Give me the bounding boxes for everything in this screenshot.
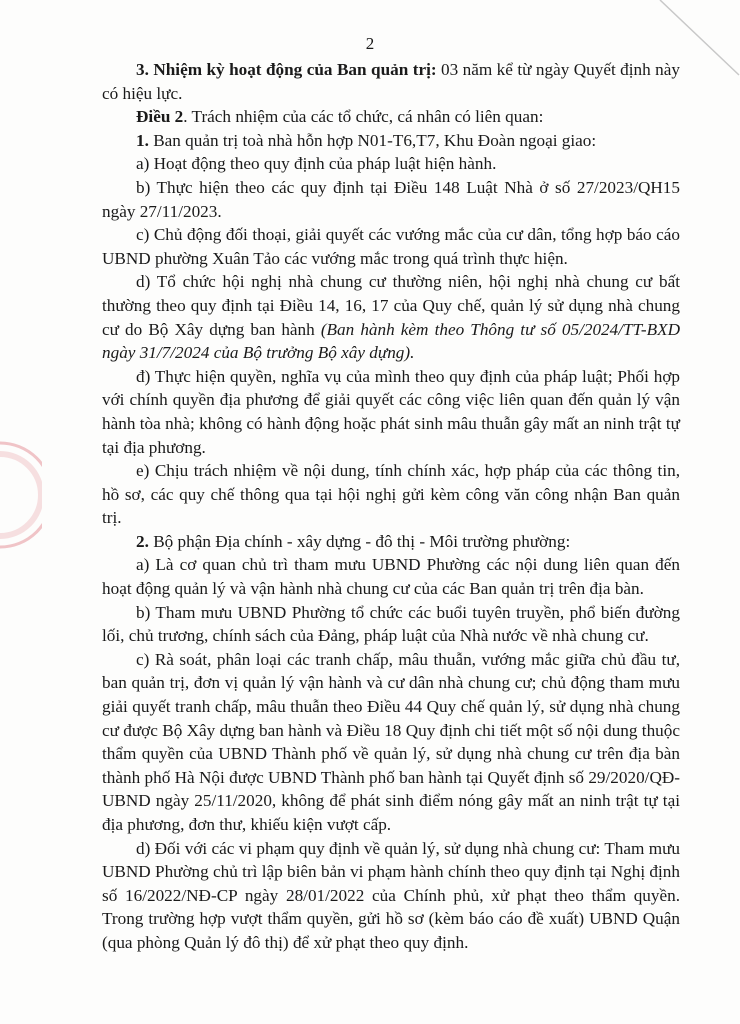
paragraph-heading: 1. — [136, 130, 149, 150]
paragraph — [102, 648, 680, 837]
paragraph-text: Bộ phận Địa chính - xây dựng - đô thị - Môi trường phường: — [148, 531, 571, 551]
paragraph — [102, 152, 680, 176]
paragraph — [102, 105, 680, 129]
paragraph — [102, 365, 680, 459]
paragraph — [102, 837, 680, 955]
paragraph-text: 03 năm kể từ ngày Quyết định này có hiệu lực. — [102, 60, 680, 103]
paragraph — [102, 553, 680, 600]
paragraph-text: c) Chủ động đối thoại, giải quyết các vướng mắc của cư dân, tổng hợp báo cáo UBND phường Xuân Tảo các vướng mắc trong quá trình thực hiện. — [102, 225, 680, 268]
paragraph — [102, 459, 680, 530]
paragraph — [102, 58, 680, 105]
paragraph-text: d) Đối với các vi phạm quy định về quản lý, sử dụng nhà chung cư: Tham mưu UBND Phường chủ trì lập biên bản vi phạm hành chính theo quy định tại Nghị định số 16/2022/NĐ-CP ngày 28/01/2022 của Chính phủ, xử phạt theo thẩm quyền. Trong trường hợp vượt thẩm quyền, gửi hồ sơ (kèm báo cáo đề xuất) UBND Quận (qua phòng Quản lý đô thị) để xử phạt theo quy định. — [102, 838, 680, 952]
paragraph-heading: 2. — [136, 531, 149, 551]
paragraph — [102, 176, 680, 223]
paragraph-citation: (Ban hành kèm theo Thông tư số 05/2024/TT-BXD ngày 31/7/2024 của Bộ trưởng Bộ xây dựng). — [102, 319, 680, 363]
paragraph — [102, 601, 680, 648]
paragraph — [102, 270, 680, 364]
page-number: 2 — [365, 34, 375, 53]
paragraph-text: e) Chịu trách nhiệm về nội dung, tính chính xác, hợp pháp của các thông tin, hồ sơ, các quy chế thông qua tại hội nghị gửi kèm công văn công nhận Ban quản trị. — [102, 461, 680, 528]
document-body — [102, 58, 680, 955]
paragraph-text: d) Tổ chức hội nghị nhà chung cư thường niên, hội nghị nhà chung cư bất thường theo quy định tại Điều 14, 16, 17 của Quy chế, quản lý sử dụng nhà chung cư do Bộ Xây dựng ban hành — [102, 272, 680, 339]
red-seal-stamp — [0, 440, 42, 550]
paragraph-text: Ban quản trị toà nhà hỗn hợp N01-T6,T7, Khu Đoàn ngoại giao: — [148, 130, 597, 150]
paragraph — [102, 223, 680, 270]
paragraph-heading: Điều 2 — [136, 107, 184, 127]
paragraph — [102, 129, 680, 153]
paragraph-text: a) Là cơ quan chủ trì tham mưu UBND Phường các nội dung liên quan đến hoạt động quản lý và vận hành nhà chung cư của các Ban quản trị trên địa bàn. — [102, 555, 680, 599]
paragraph-text: đ) Thực hiện quyền, nghĩa vụ của mình theo quy định của pháp luật; Phối hợp với chính quyền địa phương để giải quyết các công việc liên quan đến quản lý vận hành tòa nhà; không có hành động hoặc phát sinh mâu thuẫn gây mất an ninh trật tự tại địa phương. — [102, 366, 680, 457]
paragraph-text: b) Tham mưu UBND Phường tổ chức các buổi tuyên truyền, phổ biến đường lối, chủ trương, chính sách của Đảng, pháp luật của Nhà nước về nhà chung cư. — [102, 602, 680, 646]
paragraph-text: a) Hoạt động theo quy định của pháp luật hiện hành. — [136, 154, 497, 174]
paragraph-text: c) Rà soát, phân loại các tranh chấp, mâu thuẫn, vướng mắc giữa chủ đầu tư, ban quản trị, đơn vị quản lý vận hành và cư dân nhà chung cư; chủ động tham mưu giải quyết tranh chấp, mâu thuẫn theo Điều 44 Quy chế quản lý, sử dụng nhà chung cư được Bộ Xây dựng ban hành và Điều 18 Quy định chi tiết một số nội dung thuộc thẩm quyền của UBND Thành phố về quản lý, sử dụng nhà chung cư trên địa bàn thành phố Hà Nội được UBND Thành phố ban hành tại Quyết định số 29/2020/QĐ-UBND ngày 25/11/2020, không để phát sinh điểm nóng gây mất an ninh trật tự tại địa phương, đơn thư, khiếu kiện vượt cấp. — [102, 649, 680, 834]
paragraph — [102, 530, 680, 554]
paragraph-text: b) Thực hiện theo các quy định tại Điều 148 Luật Nhà ở số 27/2023/QH15 ngày 27/11/2023. — [102, 177, 680, 221]
paragraph-heading: 3. Nhiệm kỳ hoạt động của Ban quản trị: — [136, 60, 437, 79]
paragraph-text: . Trách nhiệm của các tổ chức, cá nhân có liên quan: — [183, 107, 544, 127]
